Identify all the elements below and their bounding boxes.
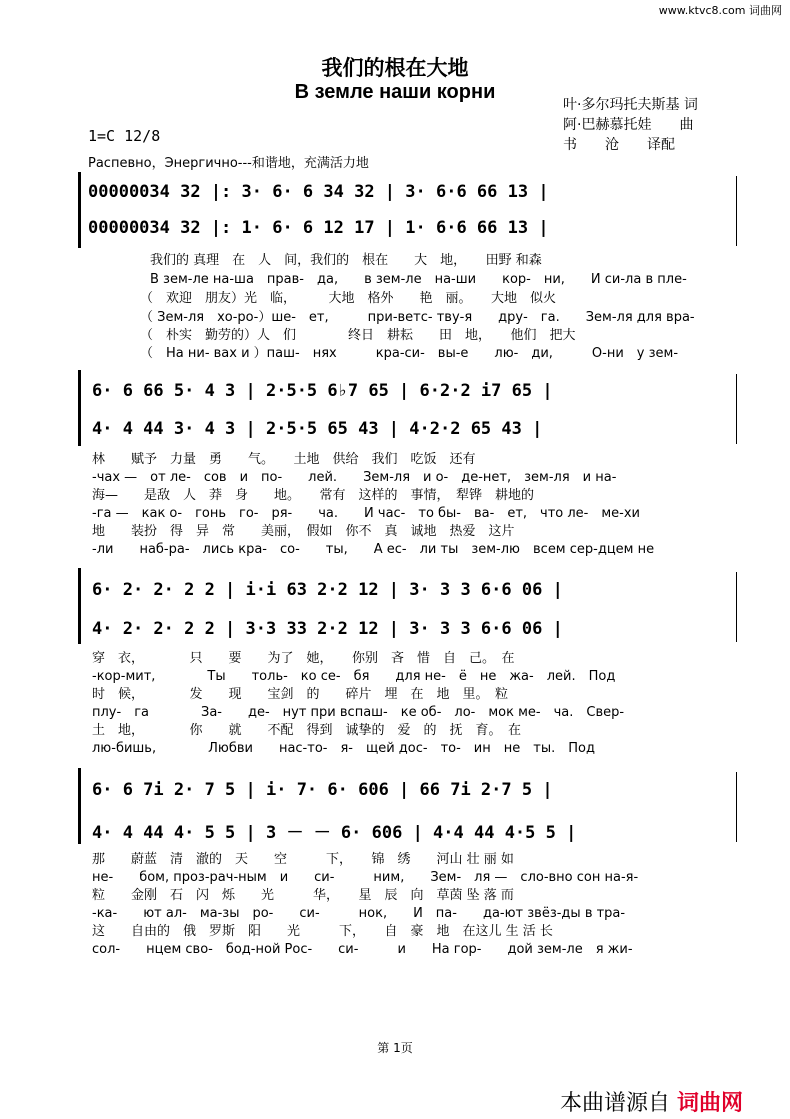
barline <box>736 772 737 842</box>
system-brace <box>78 568 81 644</box>
lyric-line: -ка- ют ал- ма-зы ро- си- нок, И па- да-ют звёз-ды в тра- <box>92 906 626 921</box>
lyric-line: （ 欢迎 朋友）光 临， 大地 格外 艳 丽。 大地 似火 <box>140 291 557 306</box>
lyric-line: -га — как о- гонь го- ря- ча. И час- то бы- ва- ет, что ле- ме-хи <box>92 506 640 521</box>
lyric-line: не- бом, проз-рач-ным и си- ним, Зем- ля — сло-вно сон на-я- <box>92 870 639 885</box>
system-brace <box>78 370 81 446</box>
lyric-line: -ли наб-ра- лись кра- со- ты, А ес- ли ты зем-лю всем сер-дцем не <box>92 542 655 557</box>
melody-line: 6· 2· 2· 2 2 | i·i 63 2·2 12 | 3· 3 3 6·6 06 | <box>92 580 563 600</box>
lyric-line: сол- нцем сво- бод-ной Рос- си- и На гор- дой зем-ле я жи- <box>92 942 633 957</box>
lyric-line: -чах — от ле- сов и по- лей. Зем-ля и о- де-нет, зем-ля и на- <box>92 470 617 485</box>
song-title-chinese: 我们的根在大地 <box>321 55 469 80</box>
barline <box>736 374 737 444</box>
tempo-marking: Распевно，Энергично---和谐地，充满活力地 <box>88 156 369 171</box>
lyric-line: лю-бишь, Любви нас-то- я- щей дос- то- ин не ты. Под <box>92 741 595 756</box>
footer-source <box>560 1086 743 1117</box>
barline <box>736 176 737 246</box>
harmony-line: 00000034 32 |: 1· 6· 6 12 17 | 1· 6·6 66 13 | <box>88 218 549 238</box>
key-signature: 1=C 12/8 <box>88 127 161 145</box>
lyricist-credit: 叶·多尔玛托夫斯基 词 <box>563 97 698 113</box>
lyric-line: 粒 金刚 石 闪 烁 光 华， 星 辰 向 草茵 坠 落 而 <box>92 888 514 903</box>
lyric-line: 地 装扮 得 异 常 美丽， 假如 你不 真 诚地 热爱 这片 <box>92 524 515 539</box>
site-url[interactable]: www.ktvc8.com 词曲网 <box>658 4 782 17</box>
lyric-line: （ На ни- вах и ）паш- нях кра-си- вы-е лю- ди, О-ни у зем- <box>140 346 679 361</box>
melody-line: 6· 6 66 5· 4 3 | 2·5·5 6♭7 65 | 6·2·2 i7 65 | <box>92 381 553 401</box>
composer-credit: 阿·巴赫慕托娃 曲 <box>563 117 694 133</box>
translator-credit: 书 沧 译配 <box>563 137 675 153</box>
melody-line: 6· 6 7i 2· 7 5 | i· 7· 6· 606 | 66 7i 2·7 5 | <box>92 780 553 800</box>
lyric-line: плу- га За- де- нут при вспаш- ке об- ло- мок ме- ча. Свер- <box>92 705 625 720</box>
lyric-line: 这 自由的 俄 罗斯 阳 光 下， 自 豪 地 在这儿 生 活 长 <box>92 924 553 939</box>
footer-prefix: 本曲谱源自 <box>560 1091 671 1116</box>
harmony-line: 4· 4 44 3· 4 3 | 2·5·5 65 43 | 4·2·2 65 43 | <box>92 419 543 439</box>
system-brace <box>78 768 81 844</box>
harmony-line: 4· 2· 2· 2 2 | 3·3 33 2·2 12 | 3· 3 3 6·6 06 | <box>92 619 563 639</box>
page-number: 第 1页 <box>377 1041 413 1055</box>
lyric-line: 林 赋予 力量 勇 气。 土地 供给 我们 吃饭 还有 <box>92 452 476 467</box>
lyric-line: 土 地， 你 就 不配 得到 诚挚的 爱 的 抚 育。 在 <box>92 723 522 738</box>
lyric-line: 穿 衣， 只 要 为了 她， 你别 吝 惜 自 己。 在 <box>92 651 515 666</box>
lyric-line: 我们的 真理 在 人 间，我们的 根在 大 地， 田野 和森 <box>150 253 542 268</box>
lyric-line: 时 候， 发 现 宝剑 的 碎片 埋 在 地 里。 粒 <box>92 687 509 702</box>
song-title-russian: В земле наши корни <box>294 81 496 103</box>
barline <box>736 572 737 642</box>
lyric-line: В зем-ле на-ша прав- да, в зем-ле на-ши кор- ни, И си-ла в пле- <box>150 272 687 287</box>
lyric-line: （ 朴实 勤劳的）人 们 终日 耕耘 田 地， 他们 把大 <box>140 328 576 343</box>
lyric-line: 海— 是敌 人 莽 身 地。 常有 这样的 事情， 犁铧 耕地的 <box>92 488 535 503</box>
lyric-line: 那 蔚蓝 清 澈的 天 空 下， 锦 绣 河山 壮 丽 如 <box>92 852 514 867</box>
lyric-line: -кор-мит, Ты толь- ко се- бя для не- ё не жа- лей. Под <box>92 669 616 684</box>
system-brace <box>78 172 81 248</box>
lyric-line: （ Зем-ля хо-ро-）ше- ет, при-ветс- тву-я дру- га. Зем-ля для вра- <box>140 310 695 325</box>
harmony-line: 4· 4 44 4· 5 5 | 3 － － 6· 606 | 4·4 44 4·5 5 | <box>92 823 577 843</box>
footer-brand-link[interactable]: 词曲网 <box>677 1091 744 1116</box>
melody-line: 00000034 32 |: 3· 6· 6 34 32 | 3· 6·6 66 13 | <box>88 182 549 202</box>
